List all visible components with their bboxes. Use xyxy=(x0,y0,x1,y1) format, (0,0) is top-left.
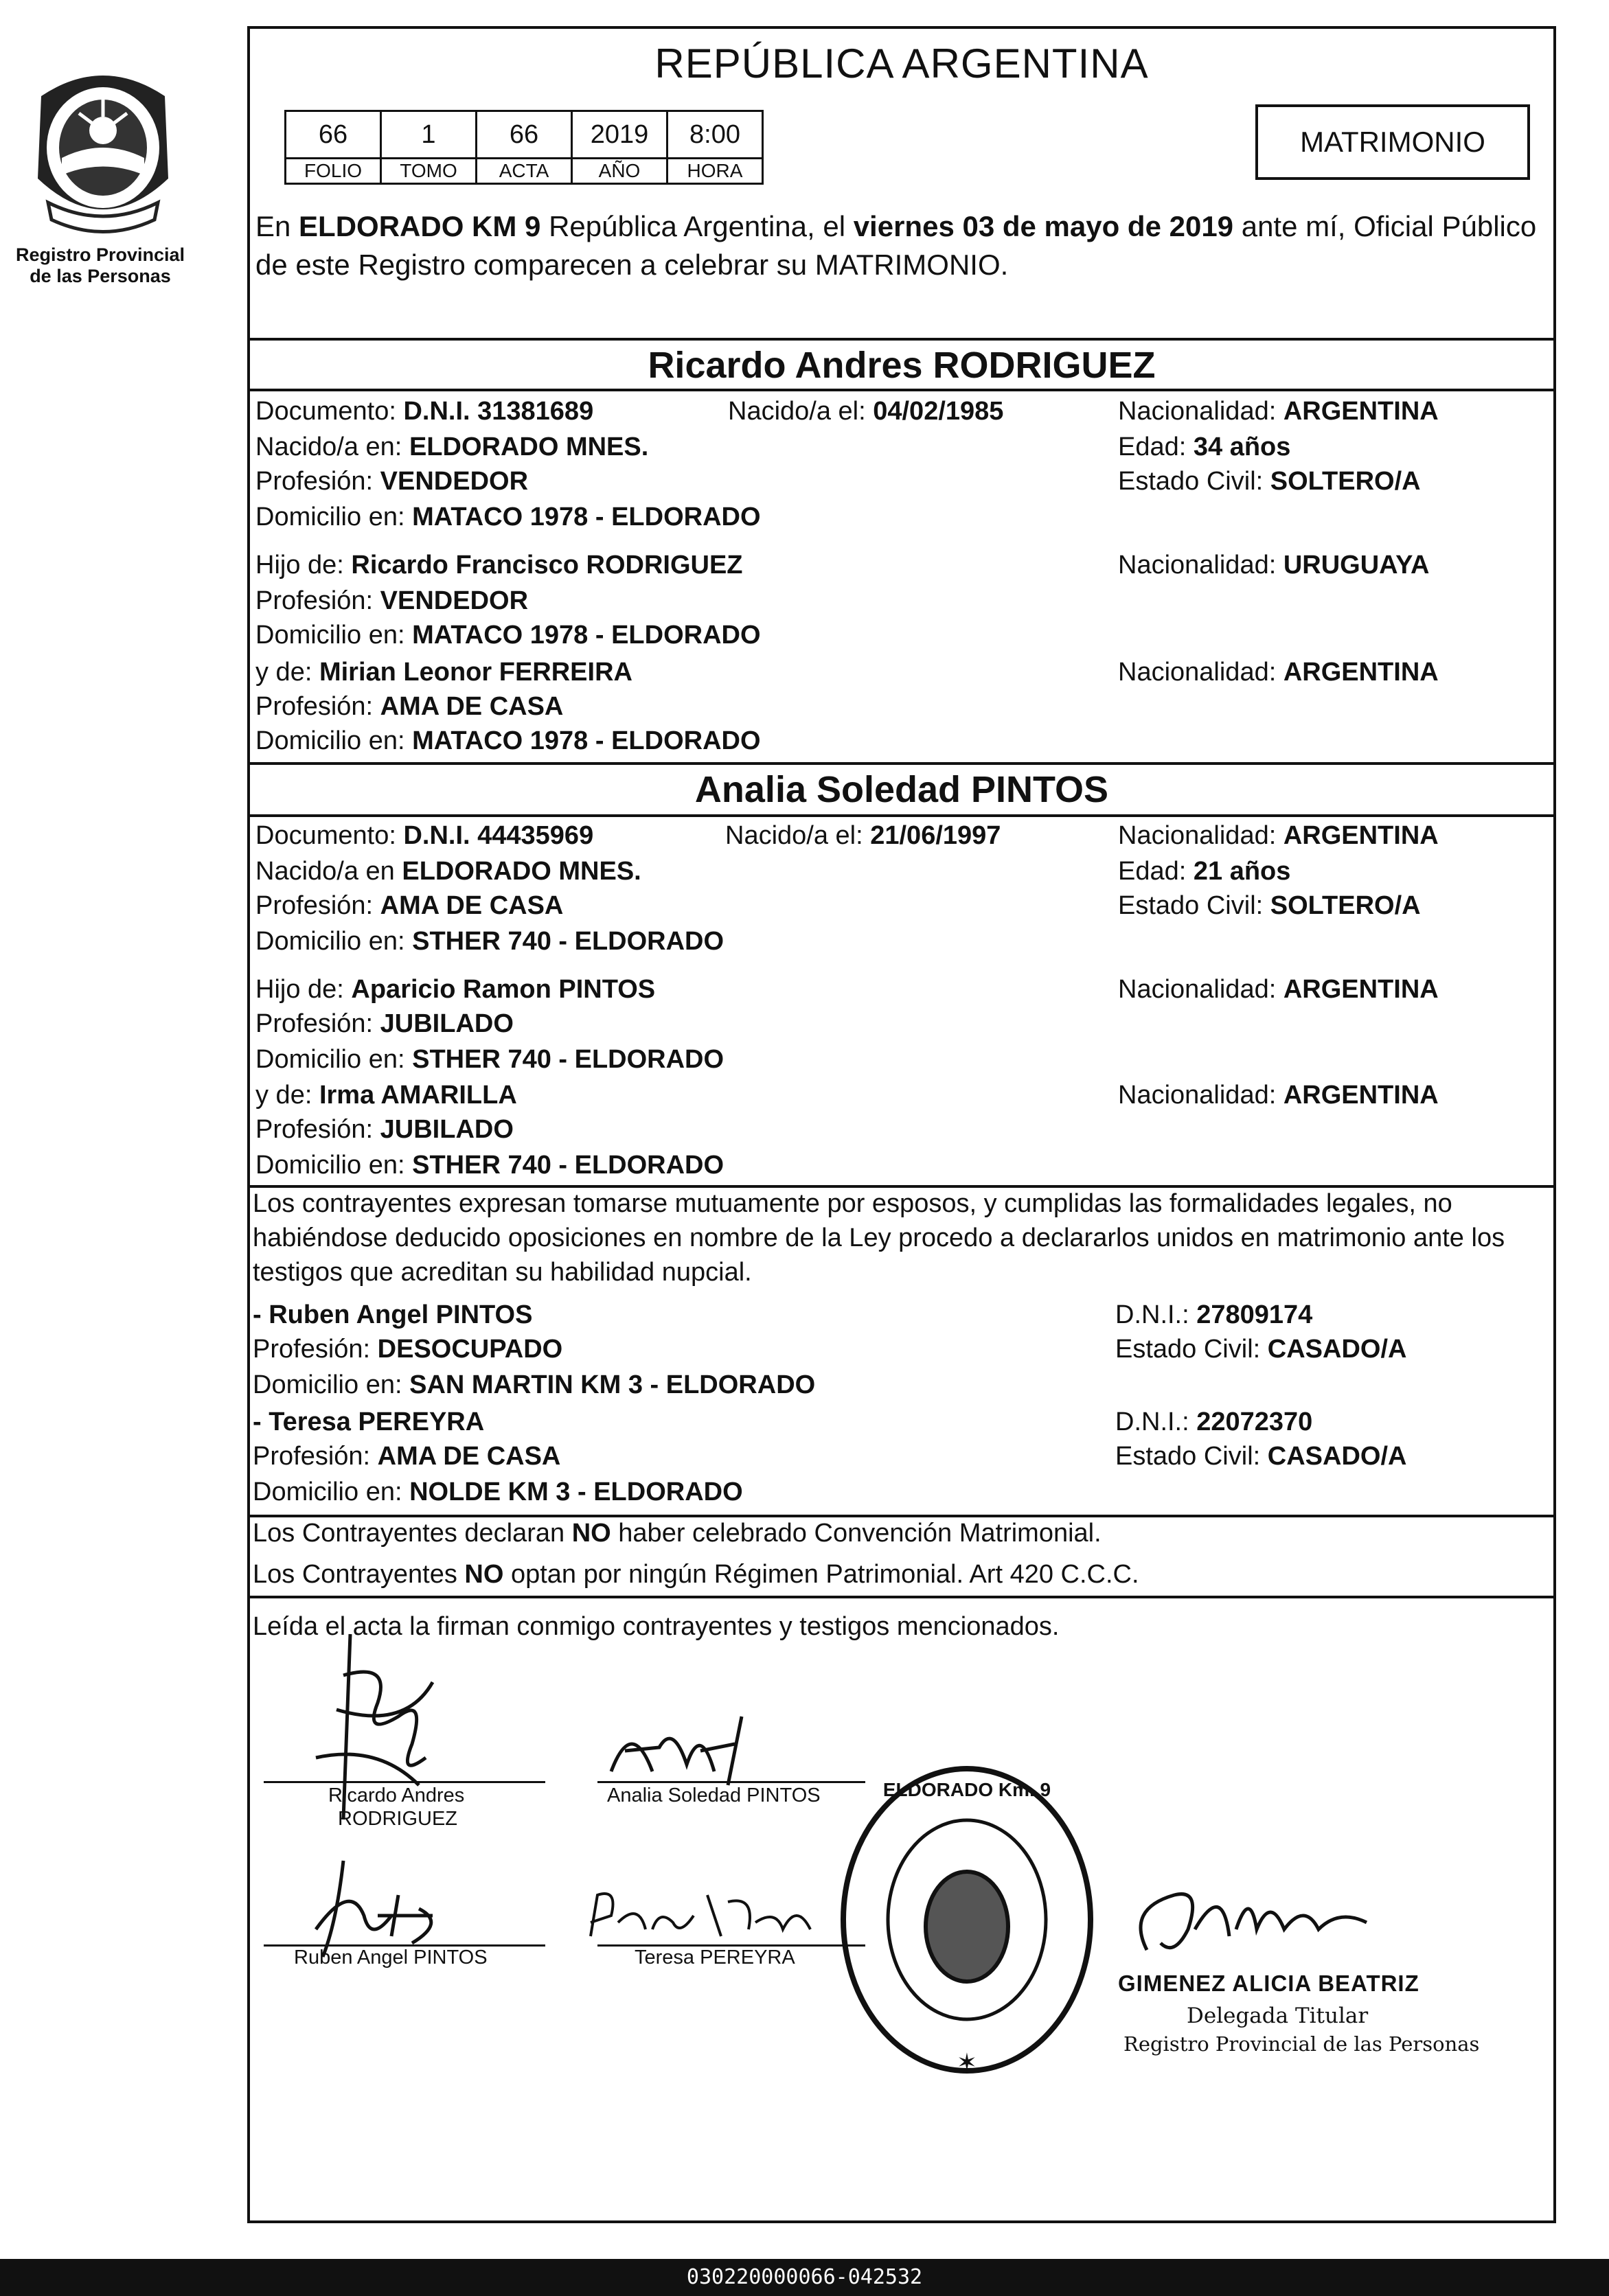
spouse2-name: Analia Soledad PINTOS xyxy=(694,769,1109,810)
spouse1-birth-place: Nacido/a en: ELDORADO MNES. xyxy=(255,433,649,461)
record-type-box: MATRIMONIO xyxy=(1255,104,1530,180)
spouse1-name: Ricardo Andres RODRIGUEZ xyxy=(648,345,1156,386)
country-title: REPÚBLICA ARGENTINA xyxy=(654,41,1149,87)
witness1-name: - Ruben Angel PINTOS xyxy=(253,1300,533,1329)
official-name: GIMENEZ ALICIA BEATRIZ xyxy=(1118,1971,1419,1996)
spouse1-documento: Documento: D.N.I. 31381689 xyxy=(255,397,594,426)
spouse2-nationality: Nacionalidad: ARGENTINA xyxy=(1118,821,1439,850)
spouse1-nationality: Nacionalidad: ARGENTINA xyxy=(1118,397,1439,426)
spouse2-birth-place: Nacido/a en ELDORADO MNES. xyxy=(255,857,641,886)
witness2-civil-status: Estado Civil: CASADO/A xyxy=(1115,1442,1407,1471)
spouse2-address: Domicilio en: STHER 740 - ELDORADO xyxy=(255,927,724,956)
svg-text:ELDORADO Km. 9: ELDORADO Km. 9 xyxy=(882,1779,1051,1800)
spouse1-father: Hijo de: Ricardo Francisco RODRIGUEZ xyxy=(255,551,743,579)
spouse2-documento: Documento: D.N.I. 44435969 xyxy=(255,821,594,850)
witness2-address: Domicilio en: NOLDE KM 3 - ELDORADO xyxy=(253,1478,743,1506)
intro-paragraph: En ELDORADO KM 9 República Argentina, el viernes 03 de mayo de 2019 ante mí, Oficial Público de este Registro comparecen a celebrar su MATRIMONIO. xyxy=(255,210,1537,281)
spouse1-age: Edad: 34 años xyxy=(1118,433,1291,461)
hora-label: HORA xyxy=(667,159,763,184)
spouse2-father-profession: Profesión: JUBILADO xyxy=(255,1009,514,1038)
signature-line xyxy=(597,1781,865,1783)
spouse2-signature xyxy=(597,1710,762,1792)
delegation-stamp xyxy=(830,1755,1104,2085)
witness1-profession: Profesión: DESOCUPADO xyxy=(253,1335,563,1364)
divider xyxy=(247,389,1556,391)
spouse1-birth-date: Nacido/a el: 04/02/1985 xyxy=(728,397,1004,426)
spouse2-father: Hijo de: Aparicio Ramon PINTOS xyxy=(255,975,656,1004)
spouse2-profession: Profesión: AMA DE CASA xyxy=(255,891,564,920)
spouse1-mother-nationality: Nacionalidad: ARGENTINA xyxy=(1118,658,1439,687)
divider xyxy=(247,814,1556,817)
divider xyxy=(247,1596,1556,1598)
spouse2-birth-date: Nacido/a el: 21/06/1997 xyxy=(725,821,1001,850)
official-signature xyxy=(1119,1868,1394,1971)
official-office: Registro Provincial de las Personas xyxy=(1123,2032,1480,2056)
witness1-address: Domicilio en: SAN MARTIN KM 3 - ELDORADO xyxy=(253,1370,816,1399)
anio-label: AÑO xyxy=(572,159,667,184)
witness2-signature xyxy=(577,1881,838,1950)
document-barcode: 030220000066-042532 xyxy=(0,2259,1609,2296)
spouse2-signature-label: Analia Soledad PINTOS xyxy=(607,1784,821,1806)
witness2-dni: D.N.I.: 22072370 xyxy=(1115,1408,1313,1436)
spouse1-father-address: Domicilio en: MATACO 1978 - ELDORADO xyxy=(255,621,761,650)
signature-line xyxy=(264,1781,545,1783)
divider xyxy=(247,338,1556,341)
spouse1-father-nationality: Nacionalidad: URUGUAYA xyxy=(1118,551,1430,579)
spouse2-mother: y de: Irma AMARILLA xyxy=(255,1081,517,1110)
spouse1-father-profession: Profesión: VENDEDOR xyxy=(255,586,529,615)
spouse1-address: Domicilio en: MATACO 1978 - ELDORADO xyxy=(255,503,761,531)
witness2-name: - Teresa PEREYRA xyxy=(253,1408,485,1436)
folio-value: 66 xyxy=(286,111,381,159)
convention-statement: Los Contrayentes declaran NO haber celebrado Convención Matrimonial. xyxy=(253,1519,1102,1548)
spouse2-mother-profession: Profesión: JUBILADO xyxy=(255,1115,514,1144)
witness1-dni: D.N.I.: 27809174 xyxy=(1115,1300,1313,1329)
tomo-value: 1 xyxy=(381,111,477,159)
regime-statement: Los Contrayentes NO optan por ningún Régimen Patrimonial. Art 420 C.C.C. xyxy=(253,1560,1139,1589)
spouse2-age: Edad: 21 años xyxy=(1118,857,1291,886)
witness1-civil-status: Estado Civil: CASADO/A xyxy=(1115,1335,1407,1364)
spouse2-mother-nationality: Nacionalidad: ARGENTINA xyxy=(1118,1081,1439,1110)
record-header-table xyxy=(284,110,764,185)
spouse2-father-address: Domicilio en: STHER 740 - ELDORADO xyxy=(255,1045,724,1074)
official-title: Delegada Titular xyxy=(1187,2004,1369,2028)
declaration-paragraph: Los contrayentes expresan tomarse mutuamente por esposos, y cumplidas las formalidades legales, no habiéndose deducido oposiciones en nombre de la Ley procedo a declararlos unidos en matrimonio ante los testigos que acreditan su habilidad nupcial. xyxy=(253,1189,1505,1287)
province-shield-icon xyxy=(21,55,185,240)
spouse2-civil-status: Estado Civil: SOLTERO/A xyxy=(1118,891,1421,920)
spouse2-father-nationality: Nacionalidad: ARGENTINA xyxy=(1118,975,1439,1004)
witness2-profession: Profesión: AMA DE CASA xyxy=(253,1442,561,1471)
spouse1-civil-status: Estado Civil: SOLTERO/A xyxy=(1118,467,1421,496)
anio-value: 2019 xyxy=(572,111,667,159)
acta-value: 66 xyxy=(477,111,572,159)
spouse1-mother-profession: Profesión: AMA DE CASA xyxy=(255,692,564,721)
tomo-label: TOMO xyxy=(381,159,477,184)
spouse2-mother-address: Domicilio en: STHER 740 - ELDORADO xyxy=(255,1151,724,1180)
spouse1-profession: Profesión: VENDEDOR xyxy=(255,467,529,496)
acta-label: ACTA xyxy=(477,159,572,184)
folio-label: FOLIO xyxy=(286,159,381,184)
spouse1-signature-label: Ricardo Andres RODRIGUEZ xyxy=(328,1784,465,1830)
province-logo xyxy=(21,55,185,240)
closing-statement: Leída el acta la firman conmigo contrayentes y testigos mencionados. xyxy=(253,1612,1060,1641)
logo-caption: Registro Provincial de las Personas xyxy=(15,244,185,286)
divider xyxy=(247,762,1556,765)
spouse1-mother-address: Domicilio en: MATACO 1978 - ELDORADO xyxy=(255,726,761,755)
spouse1-mother: y de: Mirian Leonor FERREIRA xyxy=(255,658,632,687)
hora-value: 8:00 xyxy=(667,111,763,159)
witness2-signature-label: Teresa PEREYRA xyxy=(635,1947,795,1968)
svg-text:✶: ✶ xyxy=(956,2049,978,2077)
witness1-signature-label: Ruben Angel PINTOS xyxy=(294,1947,488,1968)
